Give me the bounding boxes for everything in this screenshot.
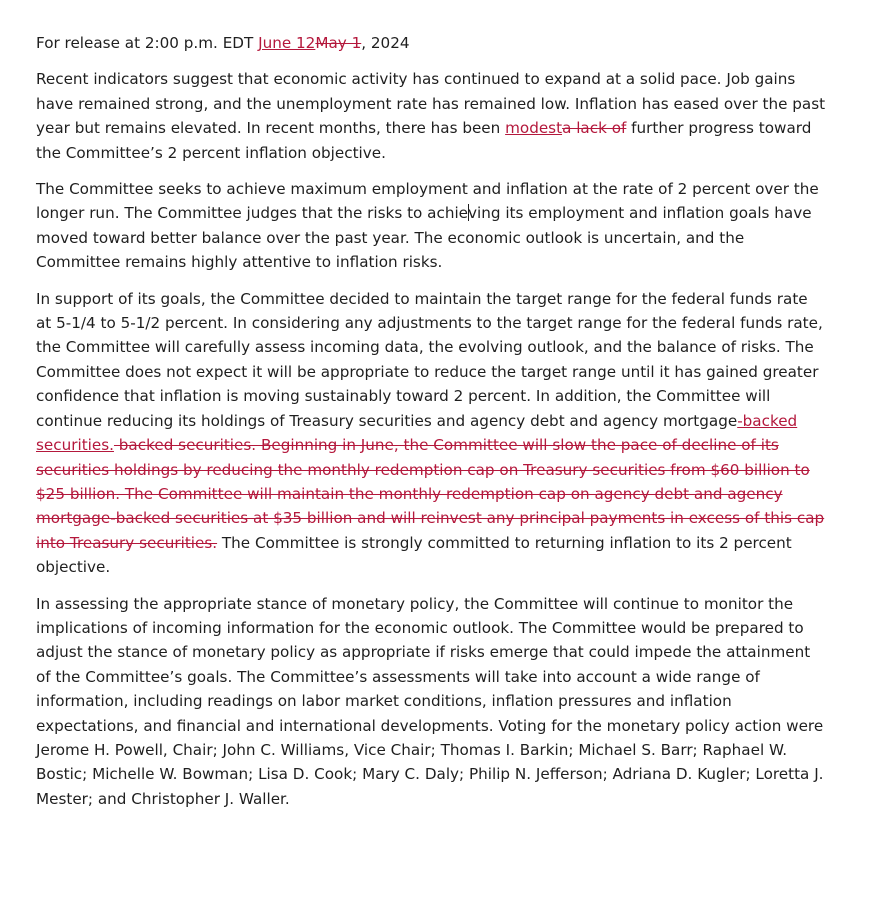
paragraph1-text-before: Recent indicators suggest that economic activity has continued to expand at a solid pace. Job gains have remained strong, and the unemployment rate has remained low. Inflation has eased over the past year but remains elevated. In recent months, there has been: [36, 70, 826, 138]
paragraph3-text-after: The Committee is strongly committed to returning inflation to its 2 percent objective.: [36, 533, 792, 577]
inserted-text-modest: modest: [505, 119, 563, 138]
release-prefix: For release at 2:00 p.m. EDT: [36, 34, 259, 52]
paragraph-economic-activity[interactable]: [36, 67, 826, 165]
paragraph3-text-before: In support of its goals, the Committee decided to maintain the target range for the federal funds rate at 5-1/4 to 5-1/2 percent. In considering any adjustments to the target range for the federal funds rate, the Committee will carefully assess incoming data, the evolving outlook, and the balance of risks. The Committee does not expect it will be appropriate to reduce the target range until it has gained greater confidence that inflation is moving sustainably toward 2 percent. In addition, the Committee will continue reducing its holdings of Treasury securities and agency debt and agency mortgage: [36, 289, 823, 430]
paragraph2-text-after-cursor: ving its employment and inflation goals have moved toward better balance over the past year. The economic outlook is uncertain, and the Committee remains highly attentive to inflation risks.: [36, 204, 812, 272]
paragraph1-text-after: further progress toward the Committee’s 2 percent inflation objective.: [36, 119, 812, 162]
deleted-date: May 1: [315, 34, 362, 52]
paragraph-committee-goals[interactable]: [36, 177, 826, 275]
paragraph-monetary-policy-stance[interactable]: [36, 592, 826, 812]
release-year: , 2024: [361, 34, 410, 52]
inserted-date: June 12: [258, 34, 316, 52]
paragraph4-text: In assessing the appropriate stance of monetary policy, the Committee will continue to monitor the implications of incoming information for the economic outlook. The Committee would be prepared to adjust the stance of monetary policy as appropriate if risks emerge that could impede the attainment of the Committee’s goals. The Committee’s assessments will take into account a wide range of information, including readings on labor market conditions, inflation pressures and inflation expectations, and financial and international developments. Voting for the monetary policy action were Jerome H. Powell, Chair; John C. Williams, Vice Chair; Thomas I. Barkin; Michael S. Barr; Raphael W. Bostic; Michelle W. Bowman; Lisa D. Cook; Mary C. Daly; Philip N. Jefferson; Adriana D. Kugler; Loretta J. Mester; and Christopher J. Waller.: [36, 594, 824, 808]
inserted-text-backed-securities: -backed securities.: [36, 411, 798, 455]
document-body[interactable]: [36, 31, 826, 823]
release-line[interactable]: [36, 31, 826, 55]
deleted-text-runoff-details: backed securities. Beginning in June, the Committee will slow the pace of decline of its securities holdings by reducing the monthly redemption cap on Treasury securities from $60 billion to $25 billion. The Committee will maintain the monthly redemption cap on agency debt and agency mortgage‑backed securities at $35 billion and will reinvest any principal payments in excess of this cap into Treasury securities.: [36, 436, 825, 552]
paragraph2-text-before-cursor: The Committee seeks to achieve maximum employment and inflation at the rate of 2 percent over the longer run. The Committee judges that the risks to achie: [36, 180, 819, 223]
paragraph-target-range[interactable]: [36, 287, 826, 580]
deleted-text-a-lack-of: a lack of: [562, 119, 627, 138]
